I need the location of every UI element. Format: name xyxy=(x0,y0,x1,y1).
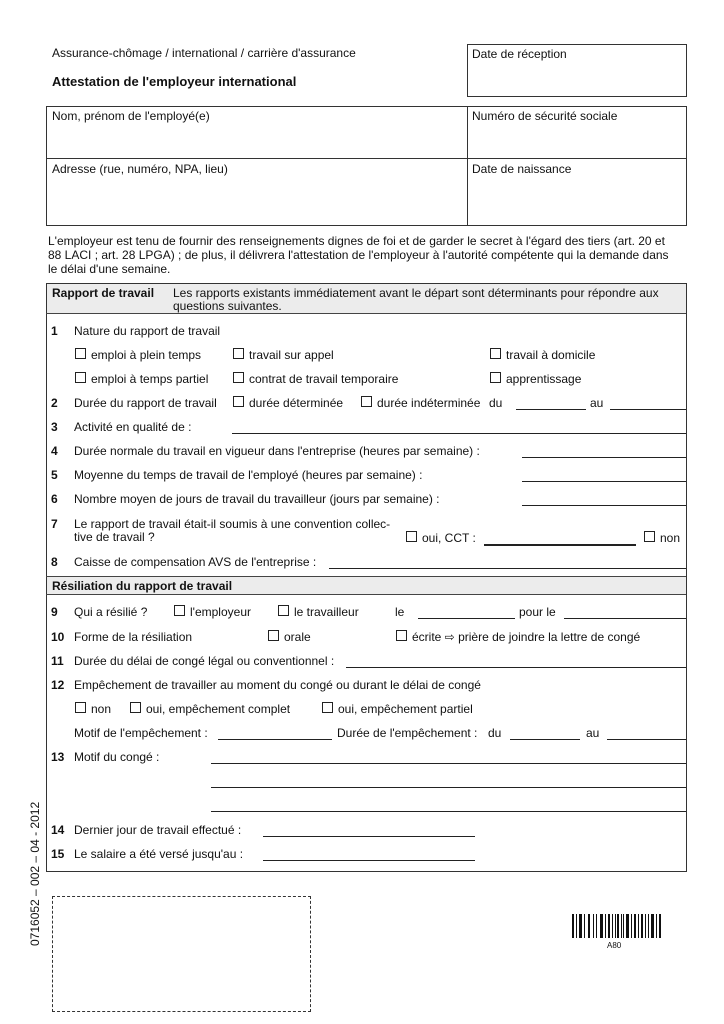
checkbox-temps-partiel[interactable] xyxy=(75,372,86,383)
checkbox-plein-temps[interactable] xyxy=(75,348,86,359)
form-code: 0716052 – 002 – 04 - 2012 xyxy=(28,801,42,946)
q12-motif-field[interactable] xyxy=(218,739,332,740)
q10-number: 10 xyxy=(51,630,65,644)
q6-number: 6 xyxy=(51,492,58,506)
label-ecrite: écrite ⇨ prière de joindre la lettre de congé xyxy=(412,630,641,644)
intro-line-2: 88 LACI ; art. 28 LPGA) ; de plus, il délivrera l'attestation de l'employeur à l'autorité compétente qui la demande dans xyxy=(48,248,669,262)
label-empechement-complet: oui, empêchement complet xyxy=(146,702,291,716)
barcode-text: A80 xyxy=(607,941,622,950)
q12-date-to-field[interactable] xyxy=(607,739,686,740)
checkbox-temporaire[interactable] xyxy=(233,372,244,383)
address-label: Adresse (rue, numéro, NPA, lieu) xyxy=(52,162,228,176)
checkbox-duree-determinee[interactable] xyxy=(233,396,244,407)
q4-label: Durée normale du travail en vigueur dans l'entreprise (heures par semaine) : xyxy=(74,444,480,458)
label-duree-indeterminee: durée indéterminée xyxy=(377,396,481,410)
section-title-rapport: Rapport de travail xyxy=(52,286,155,300)
q9-pour-le-field[interactable] xyxy=(564,618,686,619)
q2-du-label: du xyxy=(489,396,503,410)
label-cct-oui: oui, CCT : xyxy=(422,531,476,545)
q1-label: Nature du rapport de travail xyxy=(74,324,221,338)
q12-number: 12 xyxy=(51,678,65,692)
section-desc-line-1: Les rapports existants immédiatement avant le départ sont déterminants pour répondre aux xyxy=(173,286,659,300)
q7-label-line-1: Le rapport de travail était-il soumis à une convention collec- xyxy=(74,517,391,531)
ssn-label: Numéro de sécurité sociale xyxy=(472,109,618,123)
address-field[interactable] xyxy=(50,178,463,222)
q13-label: Motif du congé : xyxy=(74,750,160,764)
stamp-area[interactable] xyxy=(52,896,311,1012)
checkbox-cct-non[interactable] xyxy=(644,531,655,542)
q11-delay-field[interactable] xyxy=(346,667,686,668)
q2-au-label: au xyxy=(590,396,604,410)
label-resilie-employeur: l'employeur xyxy=(190,605,251,619)
identity-divider-v xyxy=(467,106,468,226)
identity-divider-h xyxy=(46,158,687,159)
q7-number: 7 xyxy=(51,517,58,531)
q4-hours-field[interactable] xyxy=(522,457,686,458)
label-apprentissage: apprentissage xyxy=(506,372,582,386)
q6-label: Nombre moyen de jours de travail du travailleur (jours par semaine) : xyxy=(74,492,440,506)
checkbox-empechement-complet[interactable] xyxy=(130,702,141,713)
q13-motif-line-2[interactable] xyxy=(211,787,686,788)
section-header-divider xyxy=(46,313,686,314)
checkbox-domicile[interactable] xyxy=(490,348,501,359)
form-category: Assurance-chômage / international / carrière d'assurance xyxy=(52,46,356,60)
q8-avs-field[interactable] xyxy=(329,568,686,569)
q13-motif-line-1[interactable] xyxy=(211,763,686,764)
q9-label: Qui a résilié ? xyxy=(74,605,148,619)
reception-date-label: Date de réception xyxy=(472,47,567,61)
label-cct-non: non xyxy=(660,531,681,545)
q2-date-from-field[interactable] xyxy=(516,409,586,410)
q8-number: 8 xyxy=(51,555,58,569)
q15-number: 15 xyxy=(51,847,65,861)
checkbox-orale[interactable] xyxy=(268,630,279,641)
form-title: Attestation de l'employeur international xyxy=(52,74,297,89)
q2-number: 2 xyxy=(51,396,58,410)
q5-hours-field[interactable] xyxy=(522,481,686,482)
q11-number: 11 xyxy=(51,654,64,668)
section-desc-line-2: questions suivantes. xyxy=(173,299,282,313)
checkbox-sur-appel[interactable] xyxy=(233,348,244,359)
section2-bottom-divider xyxy=(46,594,686,595)
checkbox-empechement-partiel[interactable] xyxy=(322,702,333,713)
employee-name-label: Nom, prénom de l'employé(e) xyxy=(52,109,210,123)
label-temps-partiel: emploi à temps partiel xyxy=(91,372,209,386)
intro-line-1: L'employeur est tenu de fournir des renseignements dignes de foi et de garder le secret à l'égard des tiers (art. 20 et xyxy=(48,234,665,248)
checkbox-empechement-non[interactable] xyxy=(75,702,86,713)
birth-date-field[interactable] xyxy=(470,178,684,222)
q9-number: 9 xyxy=(51,605,58,619)
q7-label-line-2: tive de travail ? xyxy=(74,530,155,544)
label-plein-temps: emploi à plein temps xyxy=(91,348,202,362)
checkbox-cct-oui[interactable] xyxy=(406,531,417,542)
q5-label: Moyenne du temps de travail de l'employé (heures par semaine) : xyxy=(74,468,423,482)
q3-number: 3 xyxy=(51,420,58,434)
label-resilie-travailleur: le travailleur xyxy=(294,605,359,619)
label-temporaire: contrat de travail temporaire xyxy=(249,372,399,386)
q5-number: 5 xyxy=(51,468,58,482)
label-empechement-partiel: oui, empêchement partiel xyxy=(338,702,473,716)
q2-date-to-field[interactable] xyxy=(610,409,686,410)
q1-number: 1 xyxy=(51,324,58,338)
label-duree-determinee: durée déterminée xyxy=(249,396,344,410)
q4-number: 4 xyxy=(51,444,58,458)
q12-duree-label: Durée de l'empêchement : xyxy=(337,726,478,740)
checkbox-resilie-employeur[interactable] xyxy=(174,605,185,616)
q15-date-field[interactable] xyxy=(263,860,475,861)
q7-cct-field[interactable] xyxy=(484,544,636,546)
label-empechement-non: non xyxy=(91,702,112,716)
q12-au-label: au xyxy=(586,726,600,740)
q12-motif-label: Motif de l'empêchement : xyxy=(74,726,208,740)
q15-label: Le salaire a été versé jusqu'au : xyxy=(74,847,244,861)
section-title-resiliation: Résiliation du rapport de travail xyxy=(52,579,233,593)
q12-label: Empêchement de travailler au moment du congé ou durant le délai de congé xyxy=(74,678,481,692)
checkbox-apprentissage[interactable] xyxy=(490,372,501,383)
q12-du-label: du xyxy=(488,726,502,740)
label-sur-appel: travail sur appel xyxy=(249,348,334,362)
reception-date-field[interactable] xyxy=(467,44,687,97)
q6-days-field[interactable] xyxy=(522,505,686,506)
label-orale: orale xyxy=(284,630,311,644)
q13-number: 13 xyxy=(51,750,65,764)
form-code-holder xyxy=(28,801,42,960)
checkbox-ecrite[interactable] xyxy=(396,630,407,641)
q12-date-from-field[interactable] xyxy=(510,739,580,740)
checkbox-duree-indeterminee[interactable] xyxy=(361,396,372,407)
ssn-field[interactable] xyxy=(470,124,684,154)
birth-date-label: Date de naissance xyxy=(472,162,572,176)
q8-label: Caisse de compensation AVS de l'entreprise : xyxy=(74,555,317,569)
q13-motif-line-3[interactable] xyxy=(211,811,686,812)
label-domicile: travail à domicile xyxy=(506,348,596,362)
q9-le-label: le xyxy=(395,605,405,619)
intro-line-3: le délai d'une semaine. xyxy=(48,262,171,276)
barcode xyxy=(572,914,662,940)
q2-label: Durée du rapport de travail xyxy=(74,396,217,410)
q14-label: Dernier jour de travail effectué : xyxy=(74,823,242,837)
q10-label: Forme de la résiliation xyxy=(74,630,193,644)
q14-date-field[interactable] xyxy=(263,836,475,837)
q3-activity-field[interactable] xyxy=(232,433,686,434)
q9-pour-le-label: pour le xyxy=(519,605,556,619)
employee-name-field[interactable] xyxy=(50,124,463,154)
q9-date-field[interactable] xyxy=(418,618,515,619)
q11-label: Durée du délai de congé légal ou conventionnel : xyxy=(74,654,335,668)
q3-label: Activité en qualité de : xyxy=(74,420,192,434)
checkbox-resilie-travailleur[interactable] xyxy=(278,605,289,616)
q14-number: 14 xyxy=(51,823,65,837)
